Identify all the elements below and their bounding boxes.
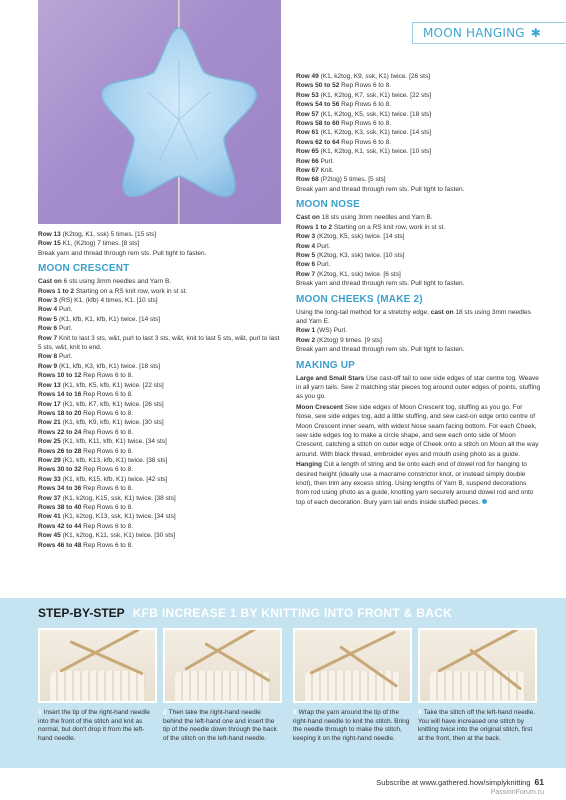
making-up-paragraph xyxy=(296,460,541,507)
row-text: 6 sts using 3mm needles and Yarn B. xyxy=(61,278,172,286)
pattern-row xyxy=(296,242,541,251)
step-caption xyxy=(293,709,412,743)
pattern-row xyxy=(296,72,541,81)
step-2 xyxy=(163,628,282,743)
step-caption xyxy=(418,709,537,743)
row-text: (K1, k2tog, K11, ssk, K1) twice. [30 sts] xyxy=(60,532,176,540)
paragraph-text: Use cast-off tail to sew side edges of star centre tog. Weave in all yarn tails. Sew 2 matching star pieces tog around outer edges of points, stuffing as you go. xyxy=(296,374,541,401)
pattern-row xyxy=(296,345,541,354)
row-label: Row 66 xyxy=(296,157,319,165)
pattern-row xyxy=(38,465,283,474)
row-text: (K1, kfb, K15, kfb, K1) twice. [42 sts] xyxy=(60,475,168,483)
row-text: 18 sts using 3mm needles and Yarn B. xyxy=(319,214,433,222)
row-text: Purl. xyxy=(315,261,331,269)
row-text: (WS) Purl. xyxy=(315,327,347,335)
row-text: Rep Rows 6 to 8. xyxy=(81,372,134,380)
row-text: Knit to last 3 sts, w&t, purl to last 3 sts, w&t, knit to last 5 sts, w&t, purl to last 5 sts, w&t, knit to end. xyxy=(38,334,280,352)
pattern-row xyxy=(38,324,283,333)
row-text: Purl. xyxy=(57,353,73,361)
paragraph-label: Hanging xyxy=(296,461,322,469)
row-text: Break yarn and thread through rem sts. Pull tight to fasten. xyxy=(296,346,465,354)
row-label: Rows 42 to 44 xyxy=(38,522,82,530)
row-text: Rep Rows 6 to 8. xyxy=(81,541,134,549)
row-label: Row 17 xyxy=(38,400,61,408)
pattern-row xyxy=(38,362,283,371)
row-text: Starting on a RS knit row, work in st st. xyxy=(74,287,188,295)
step-photo xyxy=(293,628,412,703)
row-text: Rep Rows 6 to 8. xyxy=(339,82,392,90)
knitted-fabric xyxy=(430,671,525,701)
row-label: Row 57 xyxy=(296,110,319,118)
row-label: Row 15 xyxy=(38,240,61,248)
pattern-row xyxy=(296,128,541,137)
row-label: Row 4 xyxy=(38,306,58,314)
row-label: Cast on xyxy=(38,278,62,286)
row-label: Rows 14 to 16 xyxy=(38,391,82,399)
asterisk-icon: ✱ xyxy=(530,26,541,40)
pattern-row xyxy=(296,326,541,335)
row-text: Rep Rows 6 to 8. xyxy=(81,522,134,530)
row-label: Row 3 xyxy=(296,233,316,241)
row-text: (K1, k2tog, K15, ssk, K1) twice. [38 sts] xyxy=(60,494,176,502)
watermark: PassionForum.ru xyxy=(490,789,544,796)
pattern-row xyxy=(296,157,541,166)
moon-cheeks-rows xyxy=(296,308,541,355)
needle xyxy=(184,628,263,671)
row-label: Row 21 xyxy=(38,419,61,427)
row-text: (K2tog, K1, ssk) twice. [6 sts] xyxy=(315,270,401,278)
row-text: Rep Rows 6 to 8. xyxy=(81,447,134,455)
row-text: Rep Rows 6 to 8. xyxy=(81,503,134,511)
moon-star-photo xyxy=(38,0,281,224)
making-up-paragraph xyxy=(296,374,541,402)
row-text: (K1, kfb, K11, kfb, K1) twice. [34 sts] xyxy=(60,438,167,446)
page-footer xyxy=(376,777,544,787)
row-text: Purl. xyxy=(318,157,334,165)
step-number: 3 xyxy=(293,709,297,716)
step-text: Take the stitch off the left-hand needle. You will have increased one stitch by knitting twice into the original stitch, first at the front, then at the back. xyxy=(418,709,536,742)
row-label: Rows 46 to 48 xyxy=(38,541,82,549)
row-label: cast on xyxy=(430,308,454,316)
pattern-row xyxy=(38,475,283,484)
row-label: Rows 1 to 2 xyxy=(38,287,75,295)
pattern-row xyxy=(38,437,283,446)
row-text: Starting on a RS knit row, work in st st. xyxy=(332,223,446,231)
row-label: Row 7 xyxy=(38,334,58,342)
pattern-row xyxy=(296,232,541,241)
row-text: Rep Rows 6 to 8. xyxy=(339,101,392,109)
row-label: Cast on xyxy=(296,214,320,222)
moon-nose-rows xyxy=(296,213,541,288)
pattern-row xyxy=(296,223,541,232)
row-text: Break yarn and thread through rem sts. Pull tight to fasten. xyxy=(296,185,465,193)
heading-moon-crescent: MOON CRESCENT xyxy=(38,263,130,275)
pattern-row xyxy=(38,522,283,531)
row-label: Row 6 xyxy=(38,325,58,333)
row-text: (K1, K2tog, K7, ssk, K1) twice. [22 sts] xyxy=(318,91,432,99)
row-label: Row 13 xyxy=(38,381,61,389)
pattern-row xyxy=(38,352,283,361)
step-by-step-label: STEP-BY-STEP xyxy=(38,606,125,620)
row-text: (K2tog, K3, ssk) twice. [10 sts] xyxy=(315,251,405,259)
row-text: Knit. xyxy=(318,167,334,175)
row-text: (K1, K2tog, K5, ssk, K1) twice. [18 sts] xyxy=(318,110,432,118)
row-text: Using the long-tail method for a stretchy edge, xyxy=(296,308,431,316)
pattern-row xyxy=(38,334,283,353)
row-label: Rows 34 to 36 xyxy=(38,485,82,493)
step-text: Wrap the yarn around the tip of the right-hand needle to knit the stitch. Bring the needle through to make the stitch, keeping it on the right-hand needle. xyxy=(293,709,410,742)
intro-rows xyxy=(38,230,283,258)
step-4 xyxy=(418,628,537,743)
making-up-paragraph xyxy=(296,403,541,459)
row-label: Rows 54 to 56 xyxy=(296,101,340,109)
step-photo xyxy=(163,628,282,703)
row-label: Row 45 xyxy=(38,532,61,540)
section-header xyxy=(412,22,566,44)
heading-moon-cheeks: MOON CHEEKS (MAKE 2) xyxy=(296,293,423,305)
row-label: Rows 22 to 24 xyxy=(38,428,82,436)
row-text: Break yarn and thread through rem sts. Pull tight to fasten. xyxy=(38,249,207,257)
pattern-row xyxy=(296,81,541,90)
row-label: Rows 26 to 28 xyxy=(38,447,82,455)
pattern-row xyxy=(38,239,283,248)
pattern-row xyxy=(38,484,283,493)
row-text: Purl. xyxy=(57,325,73,333)
row-label: Row 65 xyxy=(296,148,319,156)
row-text: Purl. xyxy=(315,242,331,250)
end-mark-icon xyxy=(482,499,487,504)
paragraph-text: Sew side edges of Moon Crescent tog, stuffing as you go. For Nose, sew side edges tog, add a little stuffing, and sew cast-on edge onto centre of Moon Crescent inner seam, with widest Nose seam facing bottom. For each Cheek, sew side edges tog to make a circle shape, and sew each onto side of Moon Crescent, catching a stitch on outer edge of Cheek onto a stitch on Moon all the way around. With black thread, embroider eyes and mouth using photo as a guide. xyxy=(296,403,539,458)
pattern-row xyxy=(38,494,283,503)
row-text: Rep Rows 6 to 8. xyxy=(81,485,134,493)
step-by-step-subtitle: KFB INCREASE 1 BY KNITTING INTO FRONT & BACK xyxy=(132,606,453,620)
right-column xyxy=(296,72,541,508)
step-photo xyxy=(38,628,157,703)
row-text: Rep Rows 6 to 8. xyxy=(339,120,392,128)
row-label: Row 49 xyxy=(296,73,319,80)
pattern-row xyxy=(38,249,283,258)
pattern-row xyxy=(296,119,541,128)
row-label: Row 5 xyxy=(38,315,58,323)
row-label: Row 7 xyxy=(296,270,316,278)
row-text: (K1, kfb, K13, kfb, K1) twice. [38 sts] xyxy=(60,456,168,464)
row-text: (K1, kfb, K9, kfb, K1) twice. [30 sts] xyxy=(60,419,164,427)
making-up-paragraphs xyxy=(296,374,541,508)
pattern-row xyxy=(38,503,283,512)
page-number: 61 xyxy=(534,777,544,787)
row-text: Break yarn and thread through rem sts. Pull tight to fasten. xyxy=(296,280,465,288)
step-3 xyxy=(293,628,412,743)
pattern-row xyxy=(38,447,283,456)
row-label: Row 25 xyxy=(38,438,61,446)
row-text: (K1, k2tog, K9, ssk, K1) twice. [26 sts] xyxy=(318,73,431,80)
step-text: Insert the tip of the right-hand needle into the front of the stitch and knit as normal, but don't drop it from the left-hand needle. xyxy=(38,709,150,742)
pattern-row xyxy=(38,381,283,390)
pattern-row xyxy=(296,279,541,288)
pattern-row xyxy=(38,230,283,239)
row-label: Rows 58 to 60 xyxy=(296,120,340,128)
row-text: (P2tog) 5 times. [5 sts] xyxy=(318,176,386,184)
left-column xyxy=(38,230,283,550)
step-text: Then take the right-hand needle behind the left-hand one and insert the tip of the needle down through the back of the stitch on the left-hand needle. xyxy=(163,709,277,742)
row-text: (K1, K2tog, K3, ssk, K1) twice. [14 sts] xyxy=(318,129,432,137)
row-text: K1, (K2tog) 7 times. [8 sts] xyxy=(60,240,140,248)
heading-making-up: MAKING UP xyxy=(296,359,356,371)
row-text: (K1, k2tog, K13, ssk, K1) twice. [34 sts] xyxy=(60,513,176,521)
pattern-row xyxy=(296,110,541,119)
row-label: Row 5 xyxy=(296,251,316,259)
row-label: Rows 18 to 20 xyxy=(38,409,82,417)
heading-moon-nose: MOON NOSE xyxy=(296,199,361,211)
pattern-row xyxy=(296,270,541,279)
row-label: Row 3 xyxy=(38,297,58,305)
pattern-row xyxy=(38,531,283,540)
step-number: 4 xyxy=(418,709,422,716)
step-number: 2 xyxy=(163,709,167,716)
pattern-row xyxy=(296,260,541,269)
row-label: Row 61 xyxy=(296,129,319,137)
row-label: Rows 38 to 40 xyxy=(38,503,82,511)
step-caption xyxy=(38,709,157,743)
pattern-row xyxy=(38,409,283,418)
row-label: Rows 1 to 2 xyxy=(296,223,333,231)
needle xyxy=(437,628,518,673)
knitted-star-image xyxy=(38,0,281,224)
row-label: Rows 10 to 12 xyxy=(38,372,82,380)
row-text: Rep Rows 6 to 8. xyxy=(81,428,134,436)
pattern-row xyxy=(38,541,283,550)
row-label: Row 53 xyxy=(296,91,319,99)
row-text: Rep Rows 6 to 8. xyxy=(339,138,392,146)
row-text: (K1, K2tog, K1, ssk, K1) twice. [10 sts] xyxy=(318,148,432,156)
row-label: Row 33 xyxy=(38,475,61,483)
paragraph-text: Cut a length of string and tie onto each end of dowel rod for hanging to desired height (ideally use a macrame constrictor knot, or instead simply double knot), then trim any excess string. Using lengths of Yarn B, suspend decorations from rod using photo as a guide, knotting yarn securely around dowel rod and onto top of each decoration. Bury yarn tail ends inside stuffed pieces. xyxy=(296,461,534,506)
pattern-row xyxy=(38,305,283,314)
row-text: Rep Rows 6 to 8. xyxy=(81,466,134,474)
moon-crescent-rows xyxy=(38,277,283,550)
row-label: Rows 62 to 64 xyxy=(296,138,340,146)
step-by-step-section xyxy=(0,598,566,768)
pattern-row xyxy=(38,371,283,380)
knitted-fabric xyxy=(175,671,270,701)
row-label: Row 41 xyxy=(38,513,61,521)
paragraph-label: Moon Crescent xyxy=(296,403,343,411)
pattern-row xyxy=(38,456,283,465)
row-text: (RS) K1, (kfb) 4 times, K1. [10 sts] xyxy=(57,297,158,305)
section-title: MOON HANGING xyxy=(423,26,525,40)
row-label: Row 8 xyxy=(38,353,58,361)
row-label: Row 37 xyxy=(38,494,61,502)
pattern-row xyxy=(296,336,541,345)
paragraph-label: Large and Small Stars xyxy=(296,374,365,382)
row-text: (K2tog, K1, ssk) 5 times. [15 sts] xyxy=(60,231,157,238)
pattern-row xyxy=(38,512,283,521)
row-text: (K2tog) 9 times. [9 sts] xyxy=(315,336,382,344)
continued-rows xyxy=(296,72,541,194)
row-label: Rows 50 to 52 xyxy=(296,82,340,90)
row-label: Row 9 xyxy=(38,362,58,370)
pattern-row xyxy=(296,166,541,175)
row-label: Row 1 xyxy=(296,327,316,335)
row-text: (K2tog, K5, ssk) twice. [14 sts] xyxy=(315,233,405,241)
pattern-row xyxy=(38,418,283,427)
pattern-row xyxy=(296,213,541,222)
pattern-row xyxy=(296,100,541,109)
row-text: (K1, kfb, K3, kfb, K1) twice. [18 sts] xyxy=(57,362,161,370)
step-by-step-title xyxy=(38,606,452,620)
pattern-row xyxy=(296,175,541,184)
row-label: Row 6 xyxy=(296,261,316,269)
pattern-row xyxy=(38,428,283,437)
pattern-row xyxy=(296,251,541,260)
pattern-row xyxy=(296,308,541,327)
row-text: (K1, kfb, K5, kfb, K1) twice. [22 sts] xyxy=(60,381,164,389)
knitted-fabric xyxy=(50,671,145,701)
pattern-row xyxy=(38,400,283,409)
row-text: Rep Rows 6 to 8. xyxy=(81,391,134,399)
row-text: (K1, kfb, K1, kfb, K1) twice. [14 sts] xyxy=(57,315,161,323)
row-text: (K1, kfb, K7, kfb, K1) twice. [26 sts] xyxy=(60,400,164,408)
row-text: Rep Rows 6 to 8. xyxy=(81,409,134,417)
row-text: 18 sts using 3mm needles and Yarn E. xyxy=(296,308,531,325)
row-label: Row 13 xyxy=(38,231,61,238)
pattern-row xyxy=(296,91,541,100)
step-photo xyxy=(418,628,537,703)
pattern-row xyxy=(38,277,283,286)
pattern-row xyxy=(296,138,541,147)
row-text: Purl. xyxy=(57,306,73,314)
pattern-row xyxy=(38,390,283,399)
row-label: Row 68 xyxy=(296,176,319,184)
pattern-row xyxy=(296,147,541,156)
pattern-row xyxy=(296,185,541,194)
row-label: Row 4 xyxy=(296,242,316,250)
knitted-fabric xyxy=(305,671,400,701)
pattern-row xyxy=(38,315,283,324)
pattern-row xyxy=(38,296,283,305)
row-label: Row 2 xyxy=(296,336,316,344)
row-label: Row 67 xyxy=(296,167,319,175)
pattern-row xyxy=(38,287,283,296)
row-label: Row 29 xyxy=(38,456,61,464)
step-1 xyxy=(38,628,157,743)
step-caption xyxy=(163,709,282,743)
subscribe-text: Subscribe at www.gathered.how/simplyknitting xyxy=(376,778,531,787)
row-label: Rows 30 to 32 xyxy=(38,466,82,474)
step-number: 1 xyxy=(38,709,42,716)
